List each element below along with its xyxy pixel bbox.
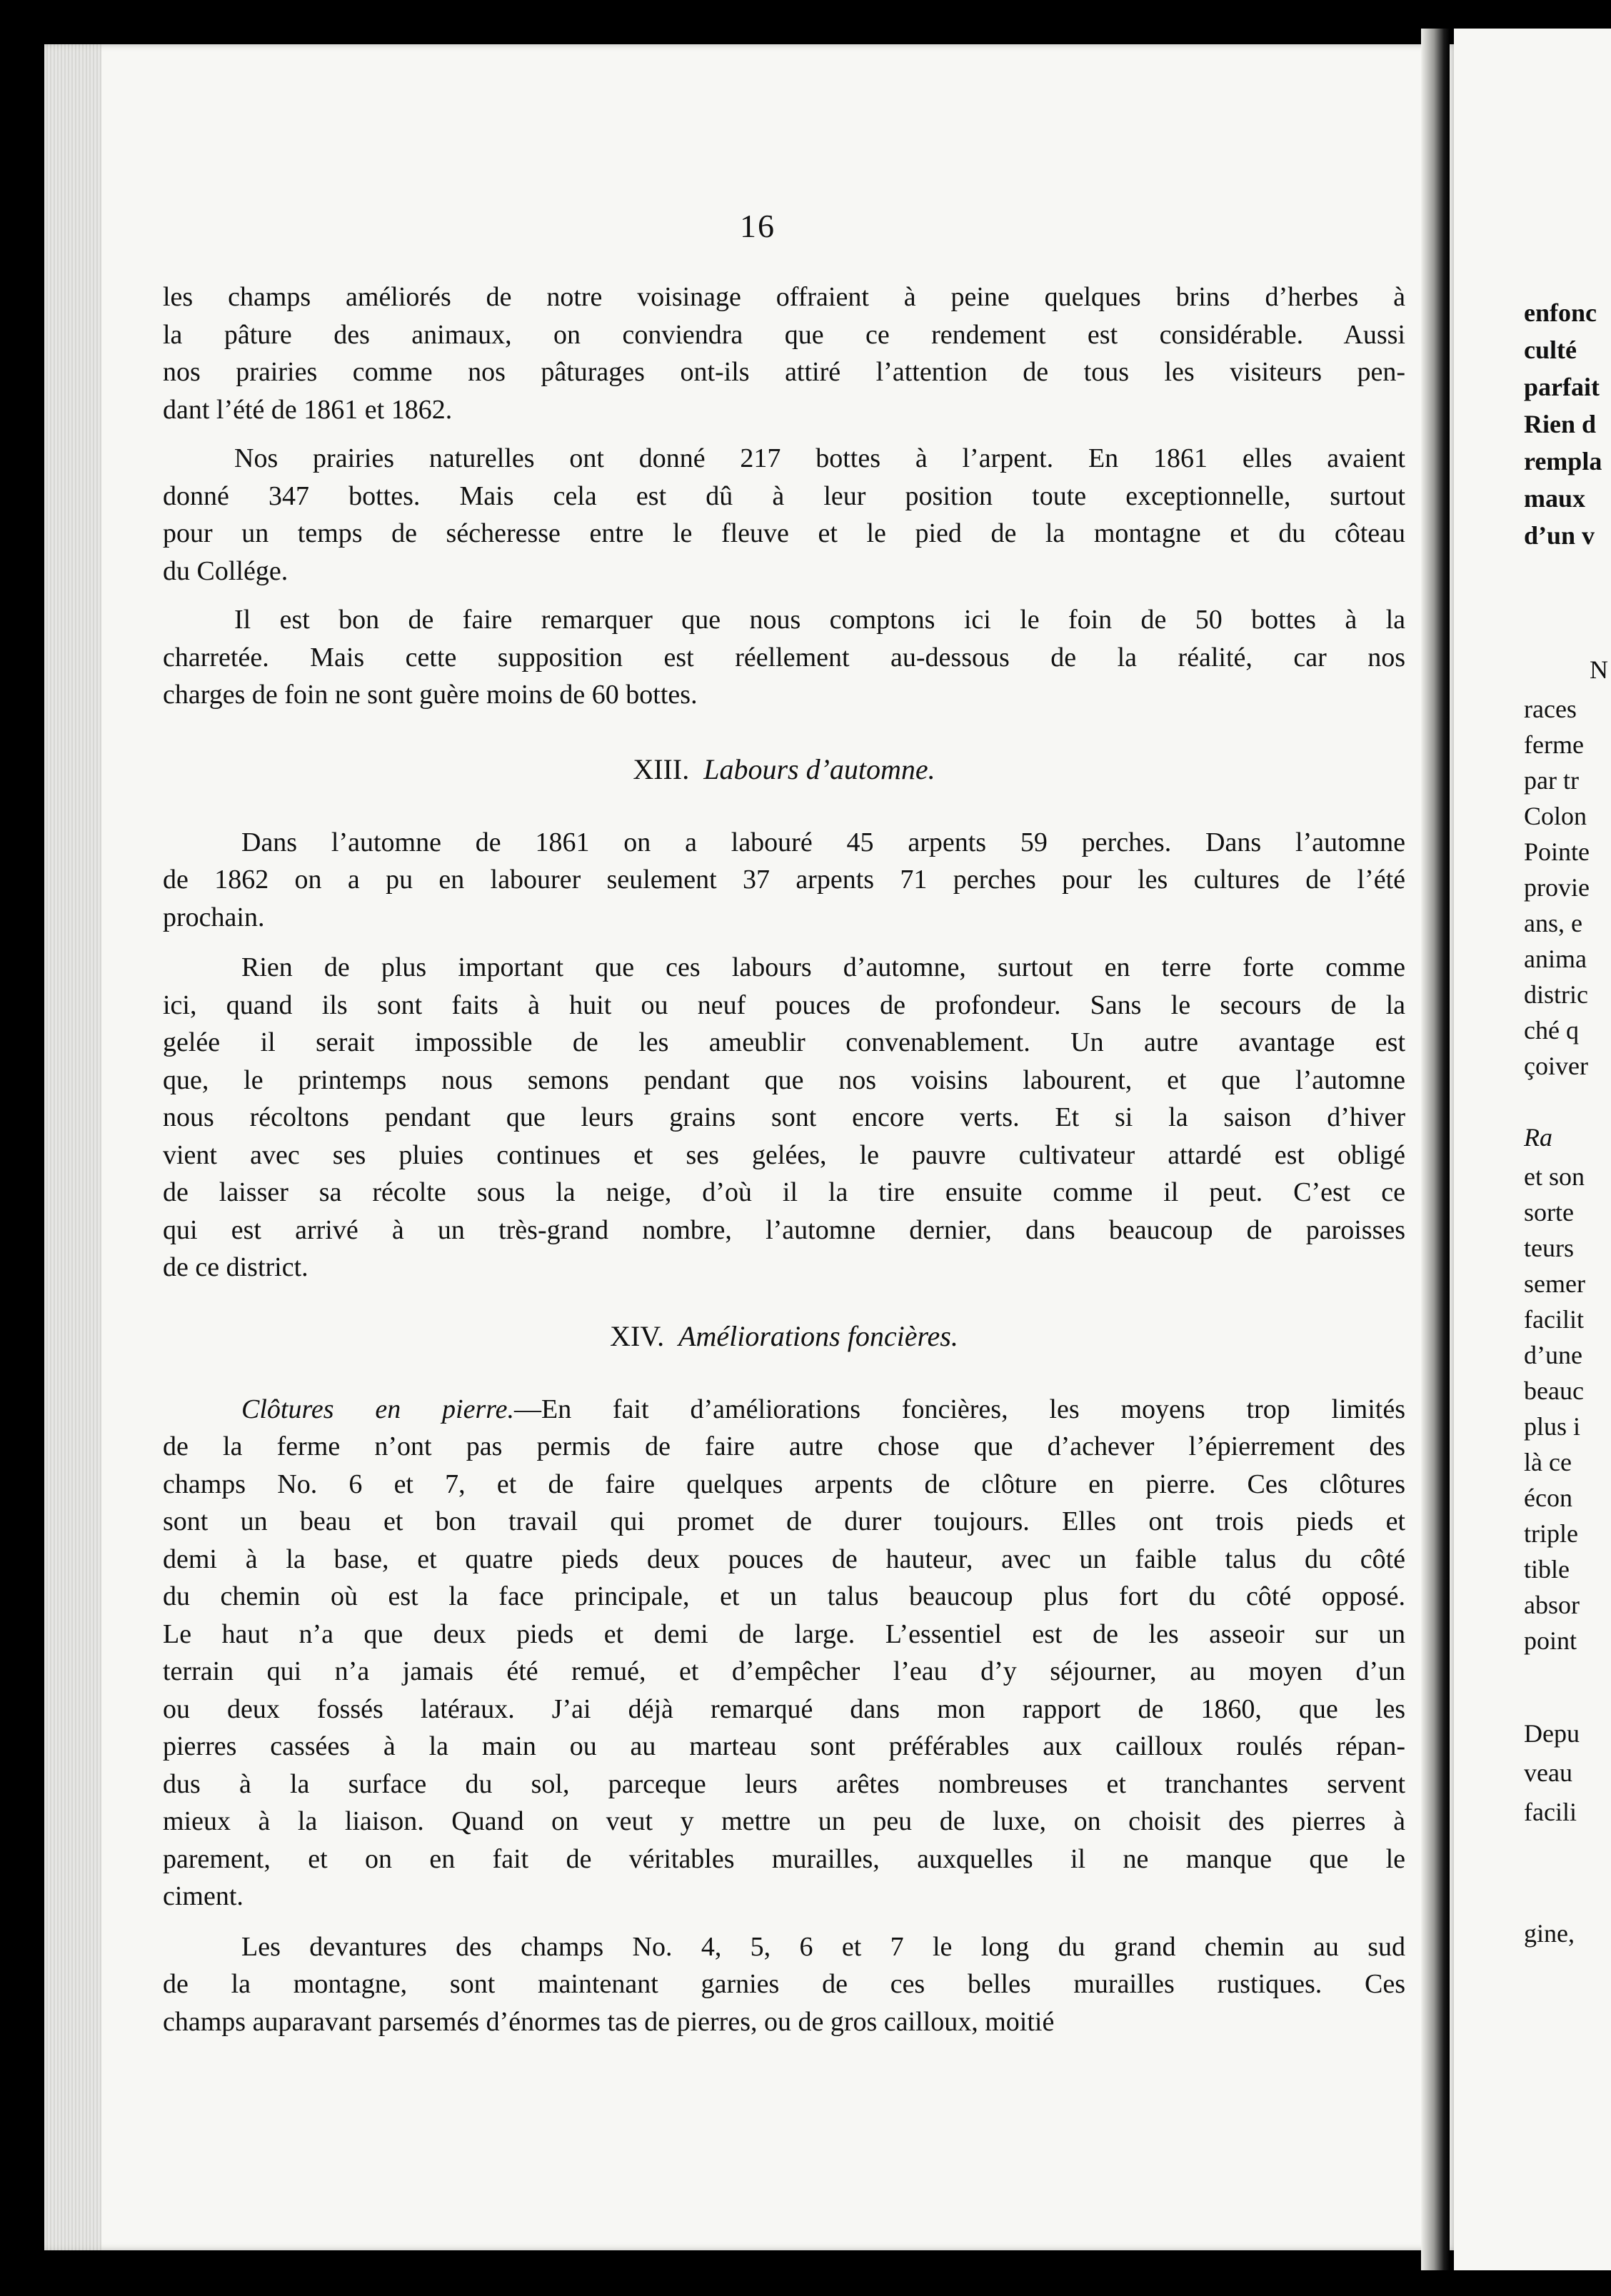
text-line: vient avec ses pluies continues et ses gelées, le pauvre cultivateur attardé est obligé <box>163 1139 1405 1170</box>
text-line: la pâture des animaux, on conviendra que ce rendement est considérable. Aussi <box>163 319 1405 350</box>
page-edges-decoration <box>44 44 101 2250</box>
right-page-fragment: races <box>1524 695 1577 723</box>
text-line: Les devantures des champs No. 4, 5, 6 et 7 le long du grand chemin au sud <box>241 1931 1405 1962</box>
paragraph <box>163 1928 1405 2041</box>
text-line: charges de foin ne sont guère moins de 60 bottes. <box>163 680 698 710</box>
text-line: du Collége. <box>163 555 288 586</box>
text-line: de laisser sa récolte sous la neige, d’où il la tire ensuite comme il peut. C’est ce <box>163 1177 1405 1207</box>
section-number: XIII. <box>633 752 690 785</box>
text-line: sont un beau et bon travail qui promet de durer toujours. Elles ont trois pieds et <box>163 1506 1405 1536</box>
text-line <box>163 1391 1405 1429</box>
right-page-fragment: culté <box>1524 336 1577 364</box>
section-title: Améliorations foncières. <box>678 1319 958 1352</box>
text-line: pierres cassées à la main ou au marteau sont préférables aux cailloux roulés répan- <box>163 1731 1405 1761</box>
right-page-fragment: d’un v <box>1524 521 1595 550</box>
book-gutter <box>1421 29 1450 2270</box>
text-line: nous récoltons pendant que leurs grains sont encore verts. Et si la saison d’hiver <box>163 1102 1405 1132</box>
right-page-fragment: d’une <box>1524 1341 1582 1369</box>
section-heading-xiv <box>163 1318 1405 1355</box>
right-page-fragment: Rien d <box>1524 410 1597 438</box>
right-page-fragment: distric <box>1524 980 1588 1009</box>
text-line: ici, quand ils sont faits à huit ou neuf pouces de profondeur. Sans le secours de la <box>163 990 1405 1020</box>
right-page-fragment: teurs <box>1524 1234 1574 1262</box>
text-line: Il est bon de faire remarquer que nous comptons ici le foin de 50 bottes à la <box>234 605 1405 635</box>
text-line: ou deux fossés latéraux. J’ai déjà remarqué dans mon rapport de 1860, que les <box>163 1693 1405 1724</box>
right-page-fragment: Ra <box>1524 1123 1552 1152</box>
right-page-fragment: ferme <box>1524 730 1584 759</box>
right-page-fragment: Pointe <box>1524 837 1590 866</box>
text-line: du chemin où est la face principale, et un talus beaucoup plus fort du côté opposé. <box>163 1581 1405 1611</box>
text-line: de la montagne, sont maintenant garnies de ces belles murailles rustiques. Ces <box>163 1969 1405 1999</box>
right-page-fragment: semer <box>1524 1269 1585 1298</box>
right-page-fragment: et son <box>1524 1162 1585 1191</box>
right-page-fragment: absor <box>1524 1591 1580 1619</box>
text-line: gelée il serait impossible de les ameublir convenablement. Un autre avantage est <box>163 1027 1405 1057</box>
text-line-rest: —En fait d’améliorations foncières, les moyens trop limités <box>513 1394 1405 1424</box>
text-line: mieux à la liaison. Quand on veut y mettre un peu de luxe, on choisit des pierres à <box>163 1806 1405 1836</box>
right-page-fragment: çoiver <box>1524 1052 1588 1080</box>
text-line: pour un temps de sécheresse entre le fleuve et le pied de la montagne et du côteau <box>163 518 1405 548</box>
text-line: charretée. Mais cette supposition est réellement au-dessous de la réalité, car nos <box>163 642 1405 673</box>
right-page-fragment: point <box>1524 1626 1577 1655</box>
right-page-fragment: enfonc <box>1524 298 1597 327</box>
right-page-fragment: triple <box>1524 1519 1578 1548</box>
text-line: Dans l’automne de 1861 on a labouré 45 arpents 59 perches. Dans l’automne <box>241 827 1405 857</box>
paragraph <box>163 824 1405 937</box>
text-line: dant l’été de 1861 et 1862. <box>163 394 453 425</box>
text-line: Rien de plus important que ces labours d’automne, surtout en terre forte comme <box>241 952 1405 982</box>
right-page-fragment: Depu <box>1524 1719 1580 1748</box>
text-line: de la ferme n’ont pas permis de faire autre chose que d’achever l’épierrement des <box>163 1431 1405 1461</box>
text-line: ciment. <box>163 1881 244 1911</box>
right-page-fragment: facili <box>1524 1798 1577 1826</box>
text-line: de 1862 on a pu en labourer seulement 37 arpents 71 perches pour les cultures de l’été <box>163 865 1405 895</box>
section-title: Labours d’automne. <box>703 752 935 785</box>
right-page-fragment: écon <box>1524 1484 1572 1512</box>
right-page-fragment: provie <box>1524 873 1590 902</box>
text-line: champs auparavant parsemés d’énormes tas de pierres, ou de gros cailloux, moitié <box>163 2006 1055 2037</box>
text-line: qui est arrivé à un très-grand nombre, l’automne dernier, dans beaucoup de paroisses <box>163 1214 1405 1245</box>
right-page-fragment: rempla <box>1524 447 1602 475</box>
text-line: Le haut n’a que deux pieds et demi de large. L’essentiel est de les asseoir sur un <box>163 1618 1405 1649</box>
right-page-fragment: anima <box>1524 945 1587 973</box>
paragraph-lead-heading: Clôtures en pierre. <box>241 1394 514 1424</box>
right-page-fragment: là ce <box>1524 1448 1572 1476</box>
paragraph <box>163 1391 1405 1915</box>
right-page-fragment: sorte <box>1524 1198 1574 1227</box>
text-line: Nos prairies naturelles ont donné 217 bottes à l’arpent. En 1861 elles avaient <box>234 443 1405 473</box>
text-line: champs No. 6 et 7, et de faire quelques arpents de clôture en pierre. Ces clôtures <box>163 1469 1405 1499</box>
right-page-partial <box>1454 29 1611 2270</box>
right-page-fragment: Colon <box>1524 802 1587 830</box>
text-line: les champs améliorés de notre voisinage offraient à peine quelques brins d’herbes à <box>163 282 1405 312</box>
text-line: de ce district. <box>163 1252 308 1282</box>
text-line: terrain qui n’a jamais été remué, et d’empêcher l’eau d’y séjourner, au moyen d’un <box>163 1656 1405 1686</box>
right-page-fragment: plus i <box>1524 1412 1581 1441</box>
paragraph <box>163 440 1405 590</box>
paragraph <box>163 278 1405 428</box>
right-page-fragment: ans, e <box>1524 909 1582 937</box>
text-line: parement, et on en fait de véritables murailles, auxquelles il ne manque que le <box>163 1843 1405 1874</box>
paragraph <box>163 949 1405 1287</box>
section-heading-xiii <box>163 751 1405 788</box>
right-page-fragment: gine, <box>1524 1919 1575 1948</box>
right-page-fragment: parfait <box>1524 373 1600 401</box>
text-line: nos prairies comme nos pâturages ont-ils attiré l’attention de tous les visiteurs pen- <box>163 357 1405 387</box>
paragraph <box>163 601 1405 714</box>
page-number: 16 <box>740 208 776 244</box>
right-page-fragment: veau <box>1524 1758 1572 1787</box>
section-number: XIV. <box>610 1319 665 1352</box>
text-line: donné 347 bottes. Mais cela est dû à leur position toute exceptionnelle, surtout <box>163 480 1405 511</box>
text-line: que, le printemps nous semons pendant que nos voisins labourent, et que l’automne <box>163 1064 1405 1095</box>
right-page-fragment: beauc <box>1524 1376 1584 1405</box>
text-line: demi à la base, et quatre pieds deux pouces de hauteur, avec un faible talus du côté <box>163 1544 1405 1574</box>
right-page-fragment: facilit <box>1524 1305 1584 1334</box>
right-page-fragment: tible <box>1524 1555 1570 1583</box>
right-page-fragment: maux <box>1524 484 1586 513</box>
text-line: prochain. <box>163 902 265 932</box>
right-page-fragment: ché q <box>1524 1016 1579 1044</box>
right-page-fragment: N <box>1590 655 1608 684</box>
right-page-fragment: par tr <box>1524 766 1579 795</box>
text-line: dus à la surface du sol, parceque leurs arêtes nombreuses et tranchantes servent <box>163 1768 1405 1799</box>
